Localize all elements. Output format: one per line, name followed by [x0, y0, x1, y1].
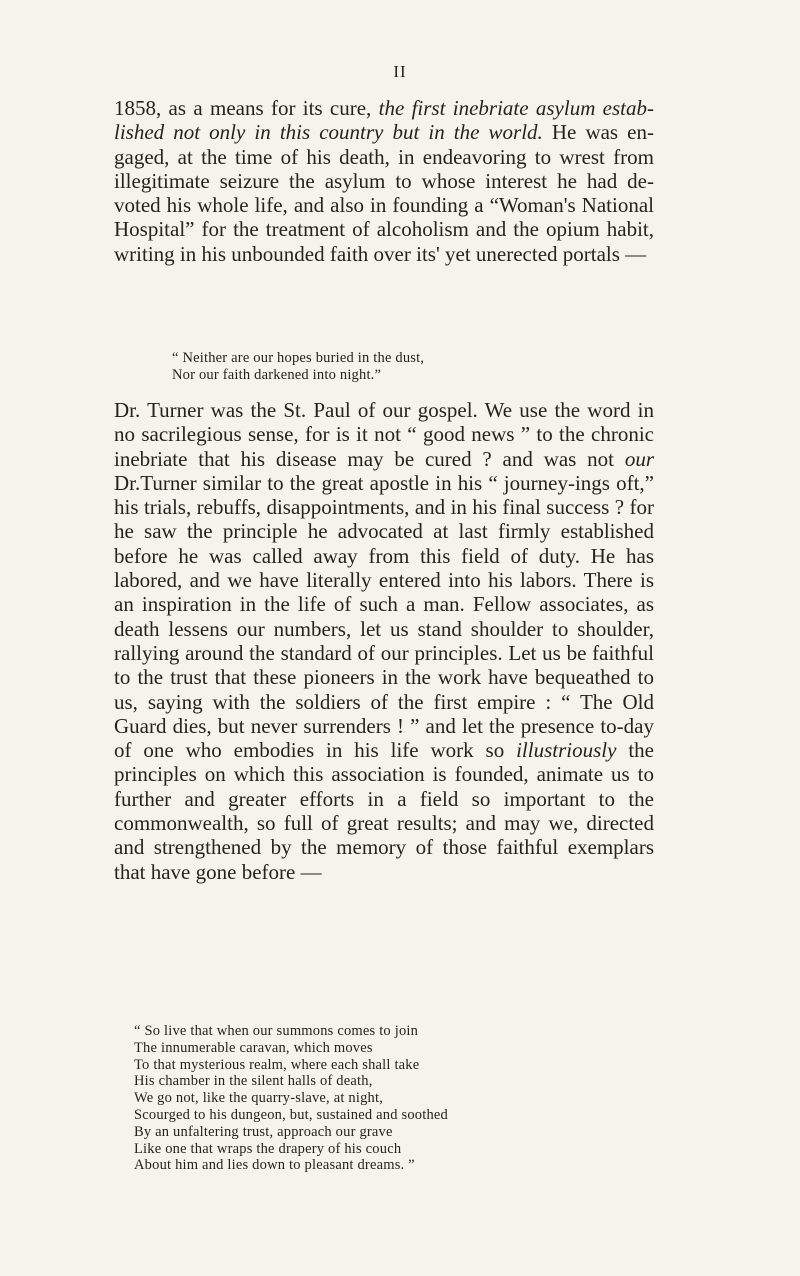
paragraph-2 [114, 398, 654, 884]
verse-2-line: About him and lies down to pleasant dreams. ” [134, 1157, 415, 1174]
verse-2-line: Like one that wraps the drapery of his couch [134, 1140, 402, 1157]
paragraph-2-part-1: Dr. Turner was the St. Paul of our gospel. We use the word in no sacrilegious sense, for is it not “ good news ” to the chronic inebriate that his disease may be cured ? and was not [114, 398, 654, 471]
page-number: II [393, 62, 407, 81]
verse-1-line: Nor our faith darkened into night.” [172, 366, 382, 383]
verse-1-line: “ Neither are our hopes buried in the dust, [172, 350, 425, 366]
paragraph-1-italic-b: not only in this country but in the world. [164, 120, 543, 145]
verse-2-line: By an unfaltering trust, approach our grave [134, 1123, 393, 1140]
paragraph-2-part-2: Dr.Turner similar to the great apostle in his “ journey-ings oft,” his trials, rebuffs, disappointments, and in his final success ? for he saw the principle he advocated at last firmly established before he was called away from this field of duty. He has labored, and we have literally entered into his labors. There is an inspiration in the life of such a man. Fellow associates, as death lessens our numbers, let us stand shoulder to shoulder, rallying around the standard of our principles. Let us be faithful to the trust that these pioneers in the work have bequeathed to us, saying with the soldiers of the first empire : “ The Old Guard dies, but never surrenders ! ” and let the presence to-day of one who embodies in his life work so [114, 470, 654, 763]
verse-2-line: We go not, like the quarry-slave, at night, [134, 1090, 384, 1107]
paragraph-2-italic-our: our [624, 446, 654, 471]
paragraph-2-italic-illustriously: illustriously [516, 738, 617, 763]
verse-2-line: “ So live that when our summons comes to join [134, 1023, 419, 1039]
paragraph-1-text [114, 96, 654, 266]
verse-quote-1 [172, 350, 424, 384]
paragraph-2-text [114, 398, 654, 884]
verse-2-line: Scourged to his dungeon, but, sustained and soothed [134, 1106, 448, 1123]
verse-2-line: The innumerable caravan, which moves [134, 1039, 373, 1056]
verse-2-line: To that mysterious realm, where each shall take [134, 1056, 420, 1073]
paragraph-1-italic-a: the first inebriate asylum estab-lished [114, 96, 654, 145]
paragraph-1 [114, 96, 654, 266]
verse-quote-2 [134, 1023, 448, 1174]
paragraph-1-rest: He was en-gaged, at the time of his death, in endeavoring to wrest from illegitimate seizure the asylum to whose interest he had de-voted his whole life, and also in founding a “Woman's National Hospital” for the treatment of alcoholism and the opium habit, writing in his unbounded faith over its' yet unerected portals — [114, 120, 654, 266]
paragraph-1-lead: 1858, as a means for its cure, [114, 96, 379, 120]
paragraph-2-part-3: the principles on which this association is founded, animate us to further and greater efforts in a field so important to the commonwealth, so full of great results; and may we, directed and strengthened by the memory of those faithful exemplars that have gone before — [114, 738, 654, 884]
verse-2-line: His chamber in the silent halls of death, [134, 1073, 373, 1090]
